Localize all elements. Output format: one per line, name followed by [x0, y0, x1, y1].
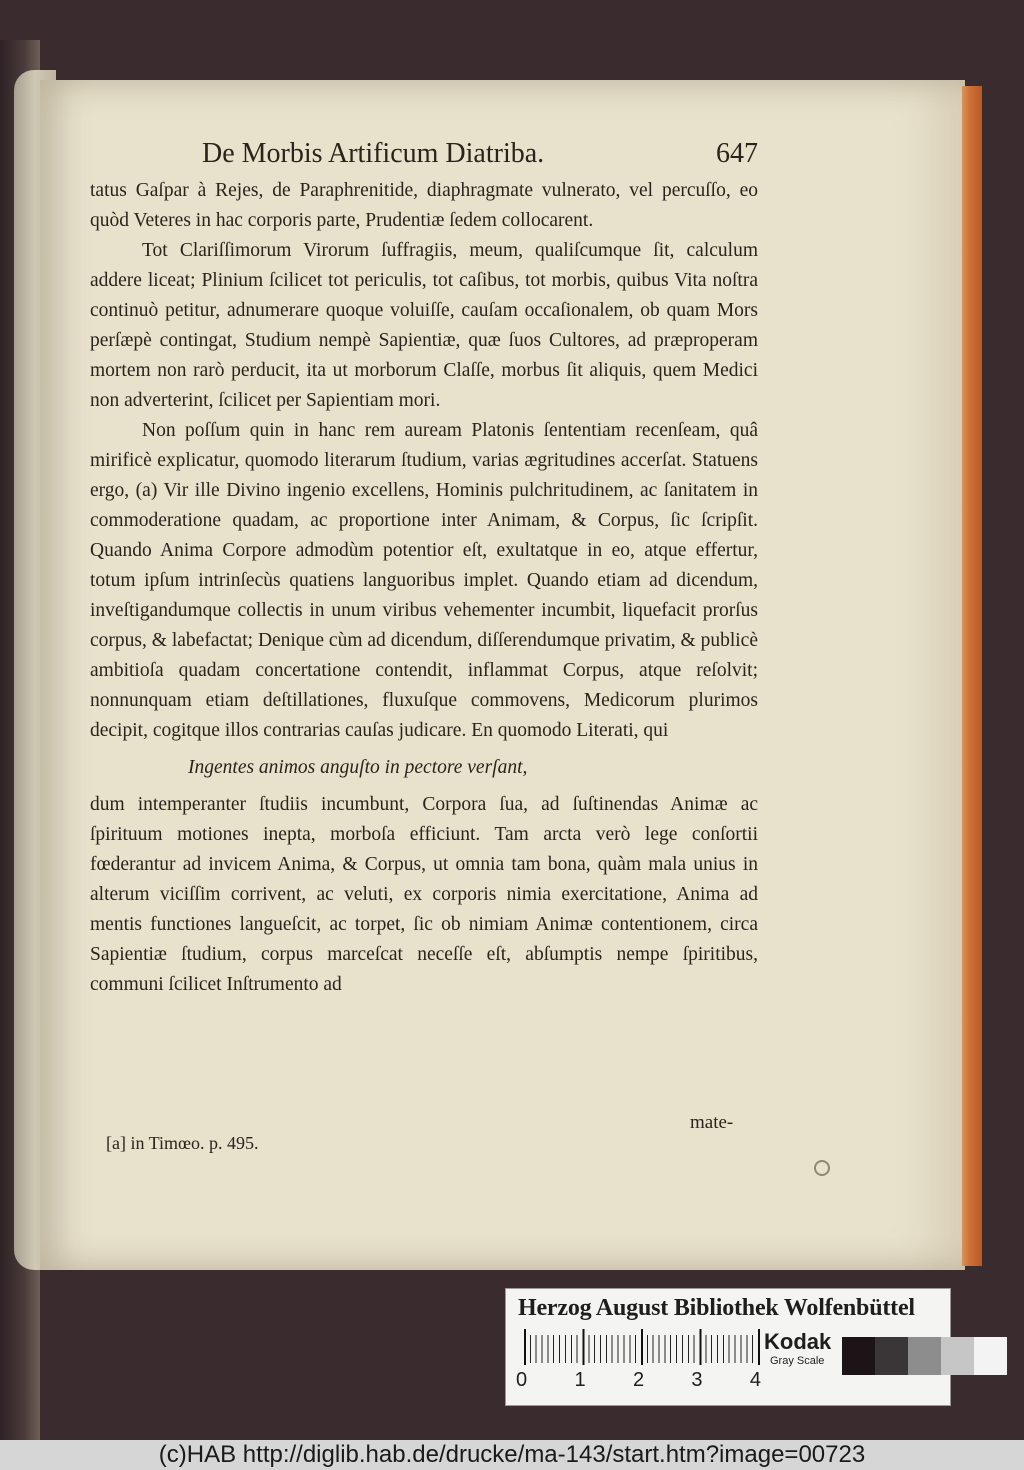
swatch [974, 1337, 1007, 1375]
library-name: Herzog August Bibliothek Wolfenbüttel [518, 1295, 915, 1321]
kodak-brand: Kodak [764, 1329, 832, 1354]
ruler-number: 0 [516, 1369, 528, 1391]
swatch [842, 1337, 875, 1375]
catchword: mate- [690, 1112, 734, 1133]
gray-scale-swatches [842, 1337, 1007, 1375]
swatch [875, 1337, 908, 1375]
page-fore-edge [962, 86, 982, 1266]
running-head-title: De Morbis Artificum Diatriba. [202, 138, 545, 169]
footnote: [a] in Timœo. p. 495. [106, 1133, 259, 1153]
ruler-number: 3 [691, 1369, 703, 1391]
paragraph-2: Tot Clariſſimorum Virorum ſuffragiis, meum, qualiſcumque ſit, calculum addere liceat; Plinium ſcilicet tot periculis, tot caſibus, tot morbis, quibus Vita noſtra continuò petitur, adnumerare quoque voluiſſe, cauſam occaſionalem, ob quam Mors perſæpè contingat, Studium nempè Sapientiæ, quæ ſuos Cultores, ad præproperam mortem non rarò perducit, ita ut morborum Claſſe, morbus ſit aliquis, quem Medici non adverterint, ſcilicet per Sapientiam mori. [90, 240, 758, 411]
ruler-major-ticks [524, 1329, 764, 1365]
ruler-number: 1 [574, 1369, 586, 1391]
ruler-numbers [516, 1369, 761, 1392]
running-head [202, 134, 758, 174]
page-number: 647 [716, 138, 758, 169]
library-label-card [505, 1288, 951, 1406]
page-text-block [90, 134, 758, 1000]
gray-scale-label: Gray Scale [770, 1355, 825, 1367]
swatch [941, 1337, 974, 1375]
paragraph-3: Non poſſum quin in hanc rem auream Platonis ſententiam recenſeam, quâ mirificè explicatur, quomodo literarum ſtudium, varias ægritudines accerſat. Statuens ergo, (a) Vir ille Divino ingenio excellens, Hominis pulchritudinem, ac ſanitatem in commoderatione quadam, ac proportione inter Animam, & Corpus, ſic ſcripſit. Quando Anima Corpore admodùm potentior eſt, exultatque in eo, atque effertur, totum ipſum intrinſecùs quatiens languoribus implet. Quando etiam ad dicendum, inveſtigandumque collectis in unum viribus vehementer incumbit, liquefacit prorſus corpus, & labefactat; Denique cùm ad dicendum, diſſerendumque privatim, & publicè ambitioſa quadam concertatione contendit, inflammat Corpus, atque reſolvit; nonnunquam etiam deſtillationes, fluxuſque commovens, Medicorum plurimos decipit, cogitque illos contrarias cauſas judicare. En quomodo Literati, qui [90, 420, 758, 741]
ruler-number: 4 [749, 1369, 761, 1391]
verse-quote: Ingentes animos anguſto in pectore verſant, [188, 757, 528, 778]
paragraph-1: tatus Gaſpar à Rejes, de Paraphrenitide, diaphragmate vulnerato, vel percuſſo, eo quòd Veteres in hac corporis parte, Prudentiæ ſedem collocarent. [90, 180, 758, 231]
paper-blemish [814, 1160, 830, 1176]
paragraph-4: dum intemperanter ſtudiis incumbunt, Corpora ſua, ad ſuſtinendas Animæ ac ſpirituum motiones inepta, morboſa efficiunt. Tam arcta verò lege conſortii fœderantur ad invicem Anima, & Corpus, ut omnia tam bona, quàm mala unius in alterum viciſſim corrivent, ac veluti, ex corporis nimia exercitatione, Anima ad mentis functiones langueſcit, ac torpet, ſic ob nimiam Animæ contentionem, circa Sapientiæ ſtudium, corpus marceſcat neceſſe eſt, abſumptis nempe ſpiritibus, communi ſcilicet Inſtrumento ad [90, 794, 758, 995]
swatch [908, 1337, 941, 1375]
ruler-number: 2 [632, 1369, 645, 1391]
copyright-caption: (c)HAB http://diglib.hab.de/drucke/ma-143/start.htm?image=00723 [0, 1440, 1024, 1470]
